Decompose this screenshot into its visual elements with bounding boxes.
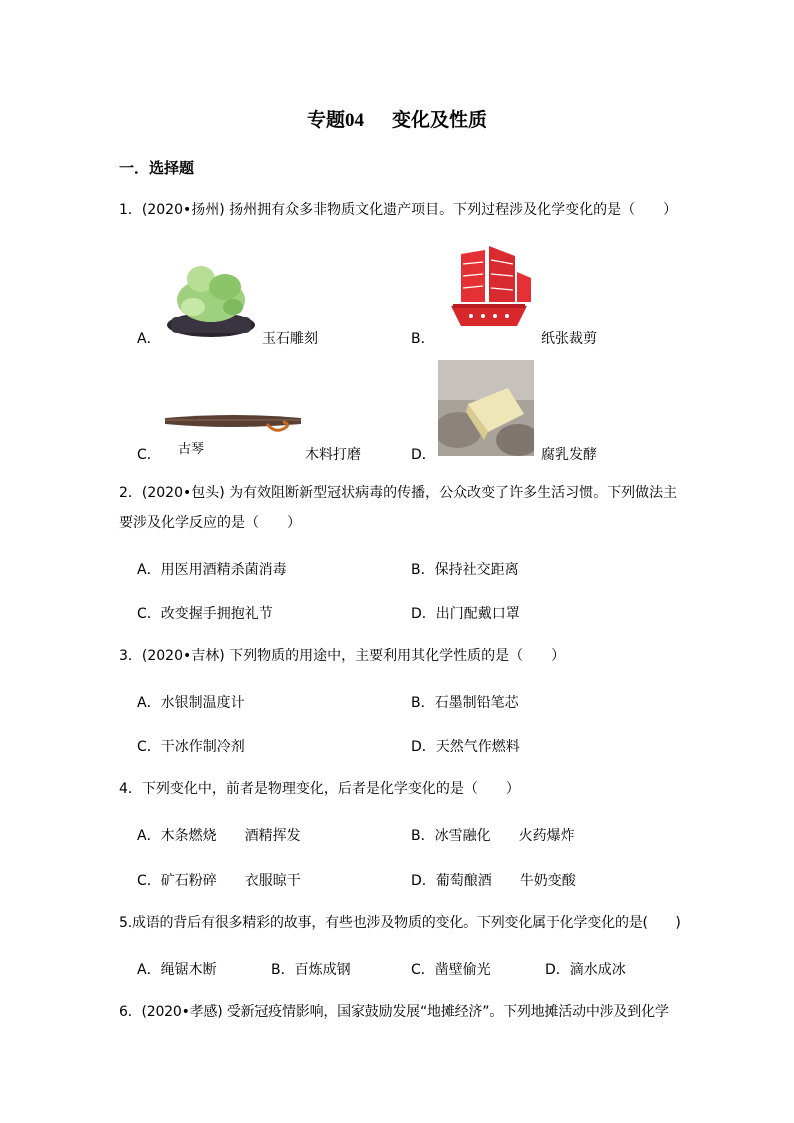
- title-topic: 变化及性质: [392, 109, 488, 131]
- q1-option-c-text: 木料打磨: [305, 447, 361, 463]
- q3-option-c: C．干冰作制冷剂: [137, 739, 245, 755]
- q4-option-c: C．矿石粉碎 衣服晾干: [137, 873, 301, 889]
- section-heading: 一．选择题: [119, 159, 195, 177]
- q1-option-a-text: 玉石雕刻: [262, 331, 318, 347]
- question-1-stem: 1．(2020•扬州) 扬州拥有众多非物质文化遗产项目。下列过程涉及化学变化的是（ ）: [119, 202, 678, 218]
- q1-option-c-letter: C．: [137, 447, 161, 463]
- paper-cut-ship-image: [441, 244, 537, 336]
- q5-option-d: D．滴水成冰: [545, 962, 626, 978]
- question-6-stem: 6．(2020•孝感) 受新冠疫情影响，国家鼓励发展“地摊经济”。下列地摊活动中涉及到化学: [119, 1004, 669, 1020]
- q5-option-b: B．百炼成钢: [271, 962, 351, 978]
- q1-option-b-text: 纸张裁剪: [541, 331, 597, 347]
- q2-option-d: D．出门配戴口罩: [411, 606, 520, 622]
- q5-option-a: A．绳锯木断: [137, 962, 217, 978]
- question-3-stem: 3．(2020•吉林) 下列物质的用途中，主要利用其化学性质的是（ ）: [119, 648, 566, 664]
- q1-option-a-letter: A．: [137, 331, 161, 347]
- q3-option-b: B．石墨制铅笔芯: [411, 695, 519, 711]
- page-title: [0, 105, 794, 132]
- q1-option-d-text: 腐乳发酵: [541, 447, 597, 463]
- q4-option-a: A．木条燃烧 酒精挥发: [137, 828, 301, 844]
- guqin-label: 古琴: [178, 442, 205, 457]
- q2-option-b: B．保持社交距离: [411, 562, 519, 578]
- question-5-stem: 5.成语的背后有很多精彩的故事，有些也涉及物质的变化。下列变化属于化学变化的是( ): [119, 915, 681, 931]
- question-2-stem-line1: 2．(2020•包头) 为有效阻断新型冠状病毒的传播，公众改变了许多生活习惯。下列做法主: [119, 485, 678, 501]
- q1-option-b-letter: B．: [411, 331, 435, 347]
- question-2-stem-line2: 要涉及化学反应的是（ ）: [119, 515, 301, 531]
- title-number: 专题04: [306, 110, 364, 131]
- q3-option-d: D．天然气作燃料: [411, 739, 520, 755]
- q4-option-b: B．冰雪融化 火药爆炸: [411, 828, 575, 844]
- question-4-stem: 4．下列变化中，前者是物理变化，后者是化学变化的是（ ）: [119, 781, 520, 797]
- q2-option-c: C．改变握手拥抱礼节: [137, 606, 273, 622]
- q5-option-c: C．凿壁偷光: [411, 962, 491, 978]
- fermented-tofu-image: [438, 360, 534, 456]
- q3-option-a: A．水银制温度计: [137, 695, 245, 711]
- q1-option-d-letter: D．: [411, 447, 436, 463]
- jade-carving-image: [163, 255, 259, 339]
- q2-option-a: A．用医用酒精杀菌消毒: [137, 562, 287, 578]
- q4-option-d: D．葡萄酿酒 牛奶变酸: [411, 873, 576, 889]
